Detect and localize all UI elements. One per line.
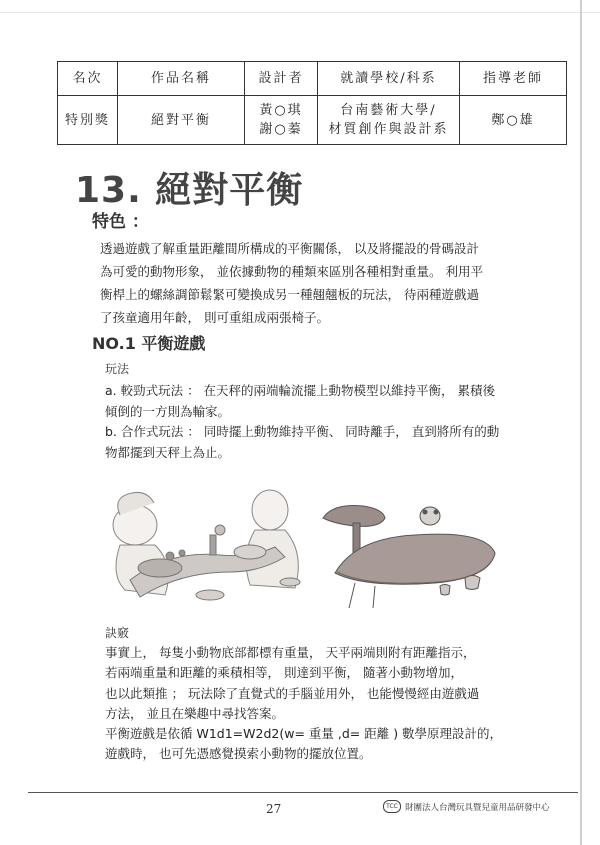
table-row xyxy=(58,96,567,145)
play-label: 玩法 xyxy=(105,362,130,376)
table-header-row xyxy=(58,62,567,96)
header-rank: 名次 xyxy=(58,62,118,96)
header-work: 作品名稱 xyxy=(118,62,245,96)
children-playing-illustration xyxy=(100,480,315,610)
school-line-2: 材質創作與設計系 xyxy=(328,122,449,137)
play-list xyxy=(105,381,500,463)
footer-rule xyxy=(28,792,578,793)
page-number: 27 xyxy=(266,802,282,816)
trick-label: 訣竅 xyxy=(105,626,130,640)
header-school: 就讀學校/科系 xyxy=(318,62,460,96)
header-designer: 設計者 xyxy=(245,62,318,96)
balance-chair-illustration xyxy=(315,478,505,613)
designer-2: 謝○蓁 xyxy=(259,122,303,137)
trick-paragraph: 事實上， 每隻小動物底部都標有重量， 天平兩端則附有距離指示， 若兩端重量和距離的乘積相等， 則達到平衡， 隨著小動物增加， 也以此類推 ； 玩法除了直覺式的手腦並用外， 也能慢慢經由遊戲過 方法， 並且在樂趣中尋找答案。 平衡遊戲是依循 W1d1=W2d2(w= 重量 ,d= 距離 ) 數學原理設計的， 遊戲時， 也可先憑感覺摸索小動物的擺放位置。 xyxy=(105,645,503,762)
feature-heading: 特色 ： xyxy=(92,212,149,232)
intro-paragraph: 透過遊戲了解重量距離間所構成的平衡關係， 以及將擺設的骨碼設計 為可愛的動物形象， 並依據動物的種類來區別各種相對重量。 利用平 衡桿上的螺絲調節鬆緊可變換成另一種翹翹板的玩法， 待兩種遊戲過 了孩童適用年齡， 則可重組成兩張椅子。 xyxy=(100,241,483,325)
school-line-1: 台南藝術大學/ xyxy=(340,103,437,118)
organization-name: 財團法人台灣玩具暨兒童用品研發中心 xyxy=(405,802,550,813)
designer-1: 黃○琪 xyxy=(259,103,303,118)
award-table xyxy=(57,61,567,145)
page-title: 13. 絕對平衡 xyxy=(75,170,304,211)
cell-designers xyxy=(245,96,318,145)
cell-rank: 特別獎 xyxy=(58,96,118,145)
play-item-b: b. 合作式玩法 ： 同時擺上動物維持平衡、 同時離手， 直到將所有的動物都擺到天秤上為止。 xyxy=(105,424,500,460)
header-teacher: 指導老師 xyxy=(460,62,567,96)
cell-school xyxy=(318,96,460,145)
page-edge xyxy=(580,0,582,845)
cell-teacher: 鄭○雄 xyxy=(460,96,567,145)
play-item-a: a. 較勁式玩法 ： 在天秤的兩端輪流擺上動物模型以維持平衡， 累積後傾倒的一方則為輸家。 xyxy=(105,383,496,419)
footer-organization xyxy=(383,800,550,813)
cell-work: 絕對平衡 xyxy=(118,96,245,145)
tcc-logo-icon: TCC xyxy=(383,800,401,813)
section-heading: NO.1 平衡遊戲 xyxy=(92,334,206,353)
top-rule xyxy=(0,12,600,13)
